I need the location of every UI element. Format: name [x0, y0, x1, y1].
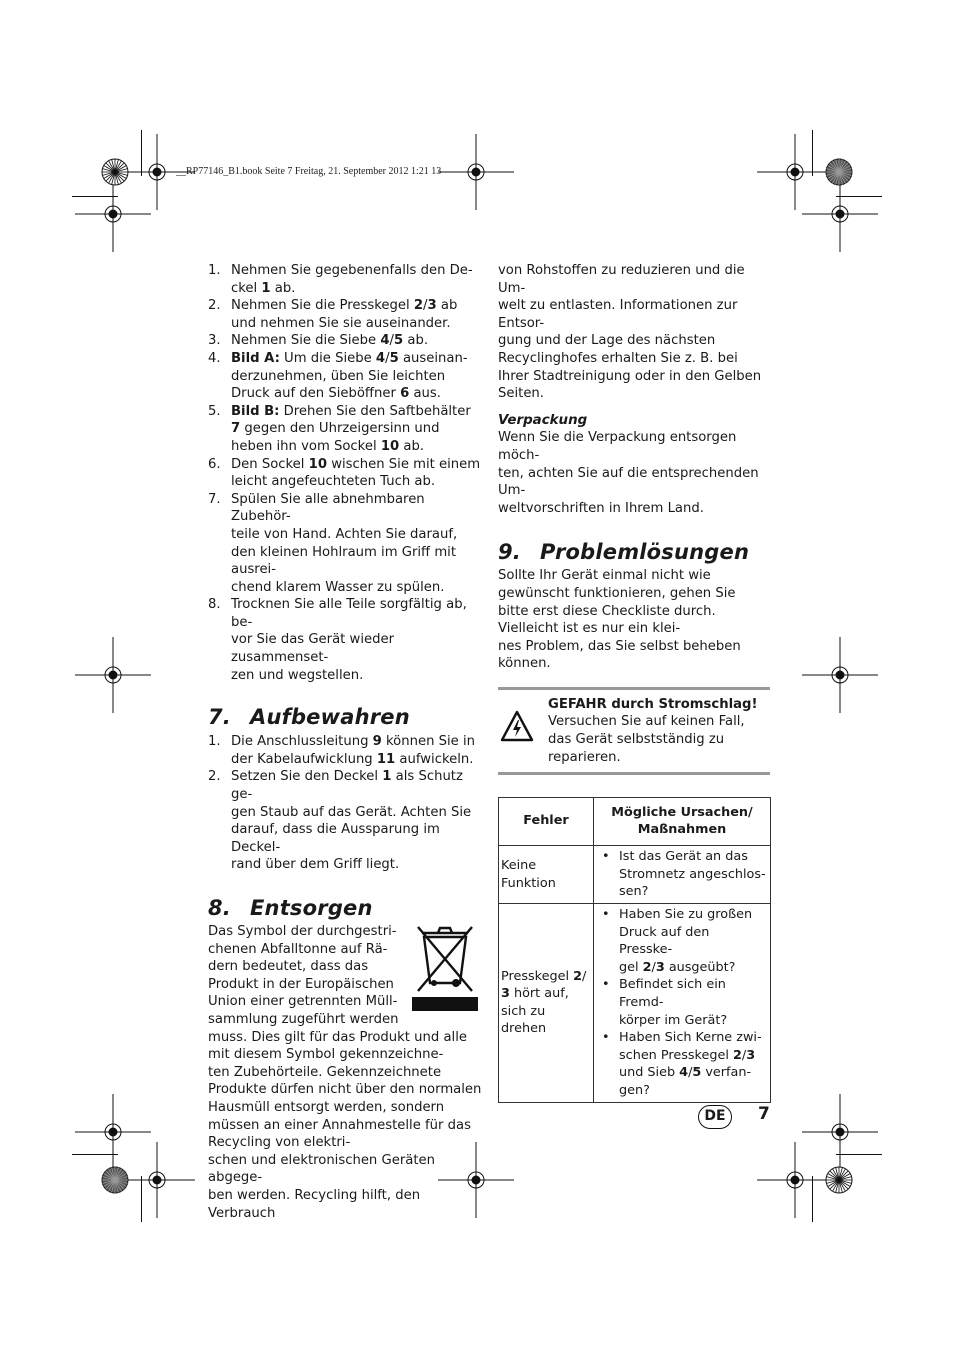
- crop-line: [836, 196, 882, 197]
- cause-item: • Haben Sich Kerne zwi- schen Presskegel 2/3 und Sieb 4/5 verfan- gen?: [596, 1029, 766, 1099]
- table-header-causes: Mögliche Ursachen/ Maßnahmen: [594, 798, 771, 846]
- item-text: Nehmen Sie gegebenenfalls den De- ckel 1 ab.: [231, 263, 473, 296]
- right-column: [498, 262, 770, 1103]
- troubleshooting-intro: Sollte Ihr Gerät einmal nicht wie gewünscht funktionieren, gehen Sie bitte erst diese Checkliste durch. Vielleicht ist es nur ein klei- nes Problem, das Sie selbst beheben können.: [498, 568, 741, 672]
- list-item: [208, 596, 482, 684]
- recycling-continuation-text: von Rohstoffen zu reduzieren und die Um- welt zu entlasten. Informationen zur Entsor- gung und der Lage des nächsten Recyclinghofes erhalten Sie z. B. bei Ihrer Stadtreinigung oder in den Gelben Seiten.: [498, 263, 762, 402]
- crop-line: [812, 130, 813, 176]
- section-8-heading: [208, 895, 482, 921]
- crop-line: [812, 1176, 813, 1222]
- crop-line: [72, 1154, 118, 1155]
- left-column: [208, 262, 482, 1222]
- item-number: 7.: [208, 491, 221, 507]
- item-text: Nehmen Sie die Siebe 4/5 ab.: [231, 333, 429, 349]
- table-row: [499, 846, 771, 904]
- warning-title: GEFAHR durch Stromschlag!: [548, 696, 758, 712]
- storage-steps: [208, 733, 482, 874]
- table-row: [499, 904, 771, 1103]
- crop-line: [836, 1154, 882, 1155]
- warning-box: [498, 687, 770, 775]
- section-title: Problemlösungen: [540, 540, 750, 565]
- list-item: [208, 733, 482, 768]
- item-number: 1.: [208, 734, 221, 750]
- item-text: Bild A: Um die Siebe 4/5 auseinan- derzunehmen, üben Sie leichten Druck auf den Sieböffner 6 aus.: [231, 350, 468, 402]
- item-text: Setzen Sie den Deckel 1 als Schutz ge- gen Staub auf das Gerät. Achten Sie darauf, dass die Aussparung im Deckel- rand über dem Griff liegt.: [231, 769, 472, 873]
- item-number: 5.: [208, 403, 221, 419]
- section-9-heading: [498, 539, 770, 565]
- registration-crosshair-icon: [800, 635, 880, 715]
- item-number: 2.: [208, 298, 221, 314]
- cause-item: • Befindet sich ein Fremd- körper im Gerät?: [596, 976, 766, 1029]
- cleaning-steps: [208, 262, 482, 684]
- registration-crosshair-icon: [73, 635, 153, 715]
- registration-crosshair-icon: [800, 174, 880, 254]
- list-item: [208, 262, 482, 297]
- item-text: Den Sockel 10 wischen Sie mit einem leicht angefeuchteten Tuch ab.: [231, 456, 481, 490]
- color-target-icon: [825, 158, 853, 186]
- language-badge: DE: [698, 1105, 732, 1129]
- registration-crosshair-icon: [73, 174, 153, 254]
- item-number: 1.: [208, 263, 221, 278]
- item-number: 8.: [208, 597, 221, 613]
- packaging-text: Wenn Sie die Verpackung entsorgen möch- ten, achten Sie auf die entsprechenden Um- weltvorschriften in Ihrem Land.: [498, 430, 759, 516]
- section-7-heading: [208, 704, 482, 730]
- item-text: Spülen Sie alle abnehmbaren Zubehör- teile von Hand. Achten Sie darauf, den kleinen Hohlraum im Griff mit ausrei- chend klarem Wasser zu spülen.: [231, 491, 458, 595]
- crop-line: [141, 1176, 142, 1222]
- item-text: Trocknen Sie alle Teile sorgfältig ab, be- vor Sie das Gerät wieder zusammenset- zen und wegstellen.: [231, 597, 467, 683]
- table-body: [499, 846, 771, 1102]
- cause-item: • Haben Sie zu großen Druck auf den Presske- gel 2/3 ausgeübt?: [596, 906, 766, 976]
- list-item: [208, 297, 482, 332]
- list-item: [208, 403, 482, 456]
- troubleshooting-table: [498, 797, 771, 1102]
- item-text: Nehmen Sie die Presskegel 2/3 ab und nehmen Sie sie auseinander.: [231, 298, 458, 331]
- section-number: 8.: [208, 896, 231, 920]
- section-number: 7.: [208, 705, 231, 730]
- crop-line: [141, 130, 142, 176]
- color-target-icon: [101, 158, 129, 186]
- item-number: 3.: [208, 333, 221, 349]
- electric-hazard-icon: [500, 710, 534, 742]
- list-item: [208, 491, 482, 597]
- cause-item: • Ist das Gerät an das Stromnetz angeschlos- sen?: [596, 848, 766, 901]
- color-target-icon: [825, 1166, 853, 1194]
- color-target-icon: [101, 1166, 129, 1194]
- weee-bin-icon: [410, 925, 480, 1017]
- table-header-fault: Fehler: [499, 798, 594, 846]
- disposal-text: Das Symbol der durchgestri- chenen Abfalltonne auf Rä- dern bedeutet, dass das Produkt in der Europäischen Union einer getrennten Müll- sammlung zugeführt werden muss. Dies gilt für das Produkt und alle mit diesem Symbol gekennzeichne- ten Zubehörteile. Gekennzeichnete Produkte dürfen nicht über den normalen Hausmüll entsorgt werden, sondern müssen an einer Annahmestelle für das Recycling von elektri- schen und elektronischen Geräten abgege- ben werden. Recycling hilft, den Verbrauch: [208, 924, 482, 1221]
- item-text: Bild B: Drehen Sie den Saftbehälter 7 gegen den Uhrzeigersinn und heben ihn vom Sockel 10 ab.: [231, 403, 471, 454]
- warning-text: Versuchen Sie auf keinen Fall, das Gerät selbstständig zu reparieren.: [548, 714, 745, 765]
- causes-cell: [594, 846, 771, 904]
- section-number: 9.: [498, 540, 521, 565]
- registration-crosshair-icon: [117, 1140, 197, 1220]
- book-header: __RP77146_B1.book Seite 7 Freitag, 21. September 2012 1:21 13: [176, 166, 442, 177]
- fault-cell: Keine Funktion: [499, 846, 594, 904]
- page-number: 7: [758, 1104, 770, 1124]
- item-number: 2.: [208, 769, 221, 785]
- registration-crosshair-icon: [755, 1140, 835, 1220]
- list-item: [208, 768, 482, 874]
- item-number: 6.: [208, 456, 221, 472]
- list-item: [208, 350, 482, 403]
- section-title: Aufbewahren: [250, 705, 410, 730]
- crop-line: [72, 196, 118, 197]
- list-item: [208, 456, 482, 491]
- item-number: 4.: [208, 350, 221, 366]
- list-item: [208, 332, 482, 350]
- fault-cell: Presskegel 2/ 3 hört auf, sich zu drehen: [499, 904, 594, 1103]
- registration-crosshair-icon: [436, 132, 516, 212]
- packaging-heading: Verpackung: [498, 412, 588, 428]
- item-text: Die Anschlussleitung 9 können Sie in der Kabelaufwicklung 11 aufwickeln.: [231, 734, 475, 767]
- causes-cell: [594, 904, 771, 1103]
- section-title: Entsorgen: [250, 896, 373, 920]
